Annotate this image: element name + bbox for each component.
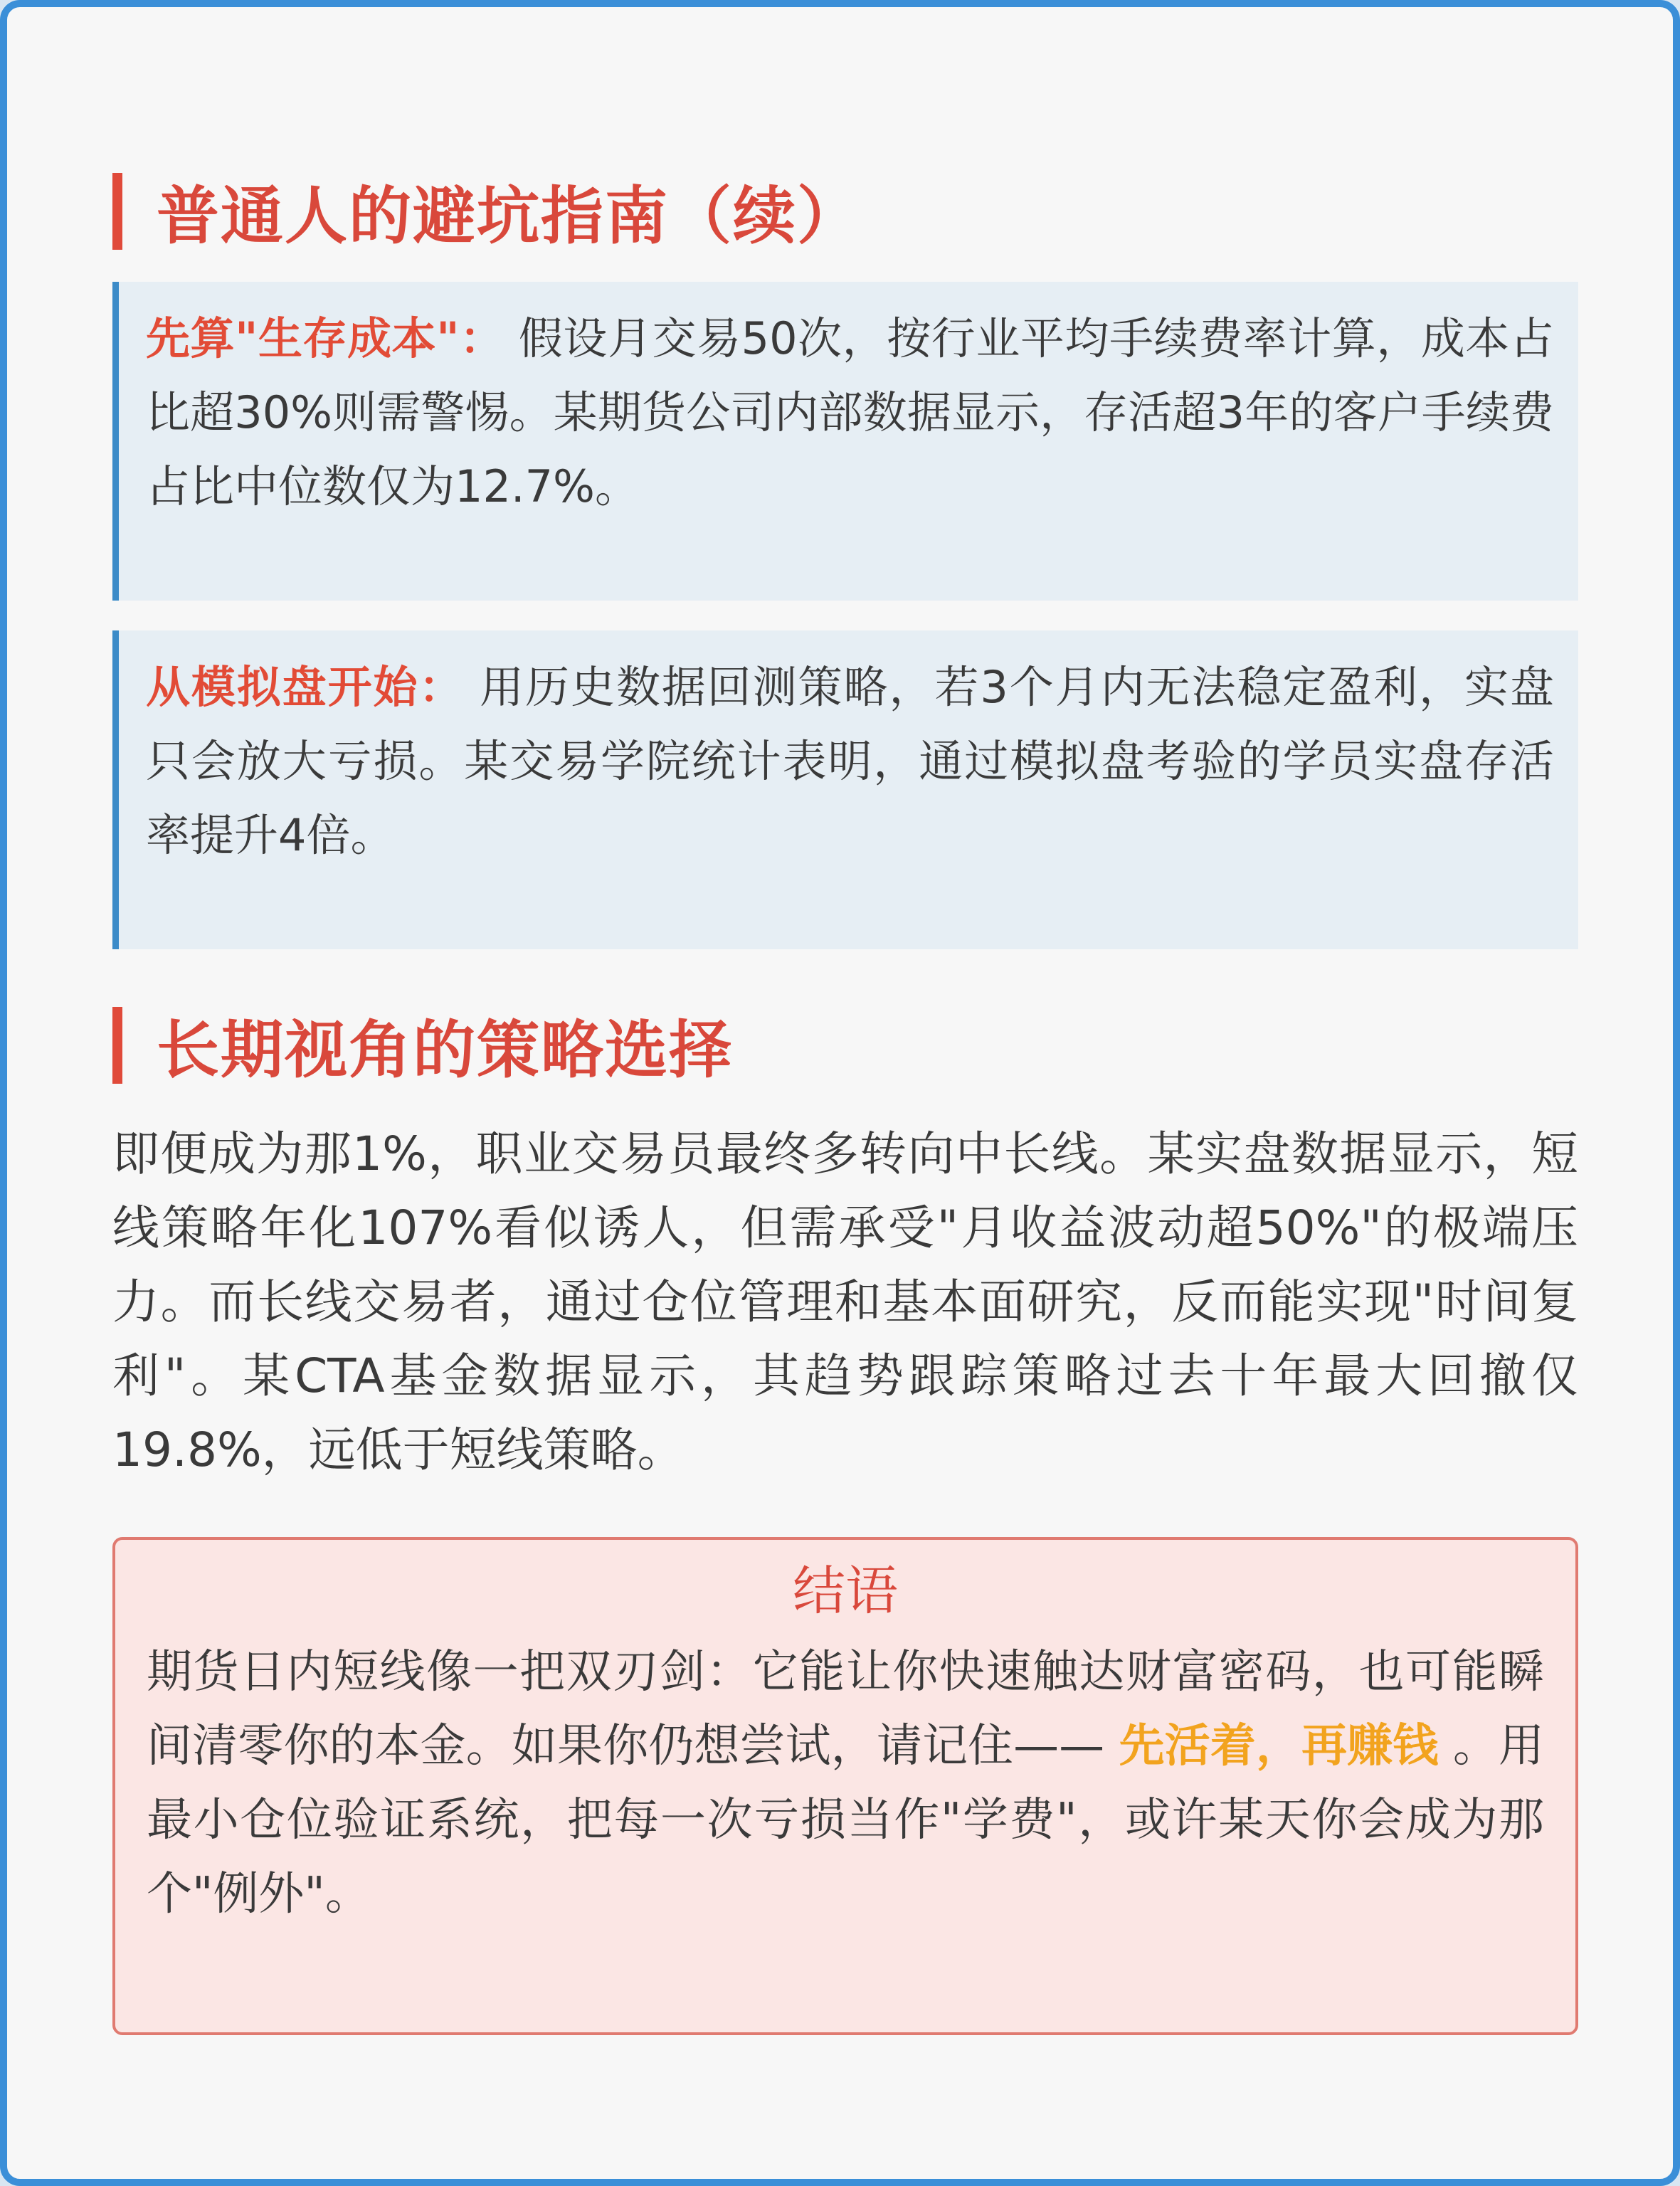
heading-accent-bar [112, 1007, 122, 1084]
conclusion-highlight: 先活着，再赚钱 [1119, 1720, 1439, 1773]
tip-paragraph [146, 650, 1554, 872]
tip-card-survival-cost [112, 282, 1578, 601]
heading-accent-bar [112, 173, 122, 250]
conclusion-text-before: 期货日内短线像一把双刃剑：它能让你快速触达财富密码，也可能瞬间清零你的本金。如果你仍想尝试，请记住—— [147, 1646, 1544, 1773]
long-term-paragraph: 即便成为那1%，职业交易员最终多转向中长线。某实盘数据显示，短线策略年化107%看似诱人，但需承受"月收益波动超50%"的极端压力。而长线交易者，通过仓位管理和基本面研究，反而能实现"时间复利"。某CTA基金数据显示，其趋势跟踪策略过去十年最大回撤仅19.8%，远低于短线策略。 [112, 1126, 1578, 1477]
conclusion-text-after: 。用最小仓位验证系统，把每一次亏损当作"学费"，或许某天你会成为那个"例外"。 [147, 1720, 1545, 1921]
conclusion-paragraph [147, 1635, 1544, 1931]
tip-lead: 从模拟盘开始： [146, 661, 465, 713]
conclusion-title: 结语 [793, 1561, 898, 1622]
tip-text: 用历史数据回测策略，若3个月内无法稳定盈利，实盘只会放大亏损。某交易学院统计表明，通过模拟盘考验的学员实盘存活率提升4倍。 [146, 661, 1554, 861]
tip-text: 假设月交易50次，按行业平均手续费率计算，成本占比超30%则需警惕。某期货公司内部数据显示，存活超3年的客户手续费占比中位数仅为12.7%。 [146, 312, 1554, 512]
tip-card-simulation [112, 630, 1578, 949]
heading-text: 长期视角的策略选择 [157, 1013, 734, 1087]
conclusion-box [112, 1537, 1578, 2035]
section-heading-long-term-strategy [112, 1006, 734, 1087]
heading-text: 普通人的避坑指南（续） [157, 179, 862, 253]
section-heading-pitfall-guide [112, 172, 862, 253]
tip-lead: 先算"生存成本"： [146, 312, 504, 364]
tip-paragraph [146, 302, 1554, 524]
